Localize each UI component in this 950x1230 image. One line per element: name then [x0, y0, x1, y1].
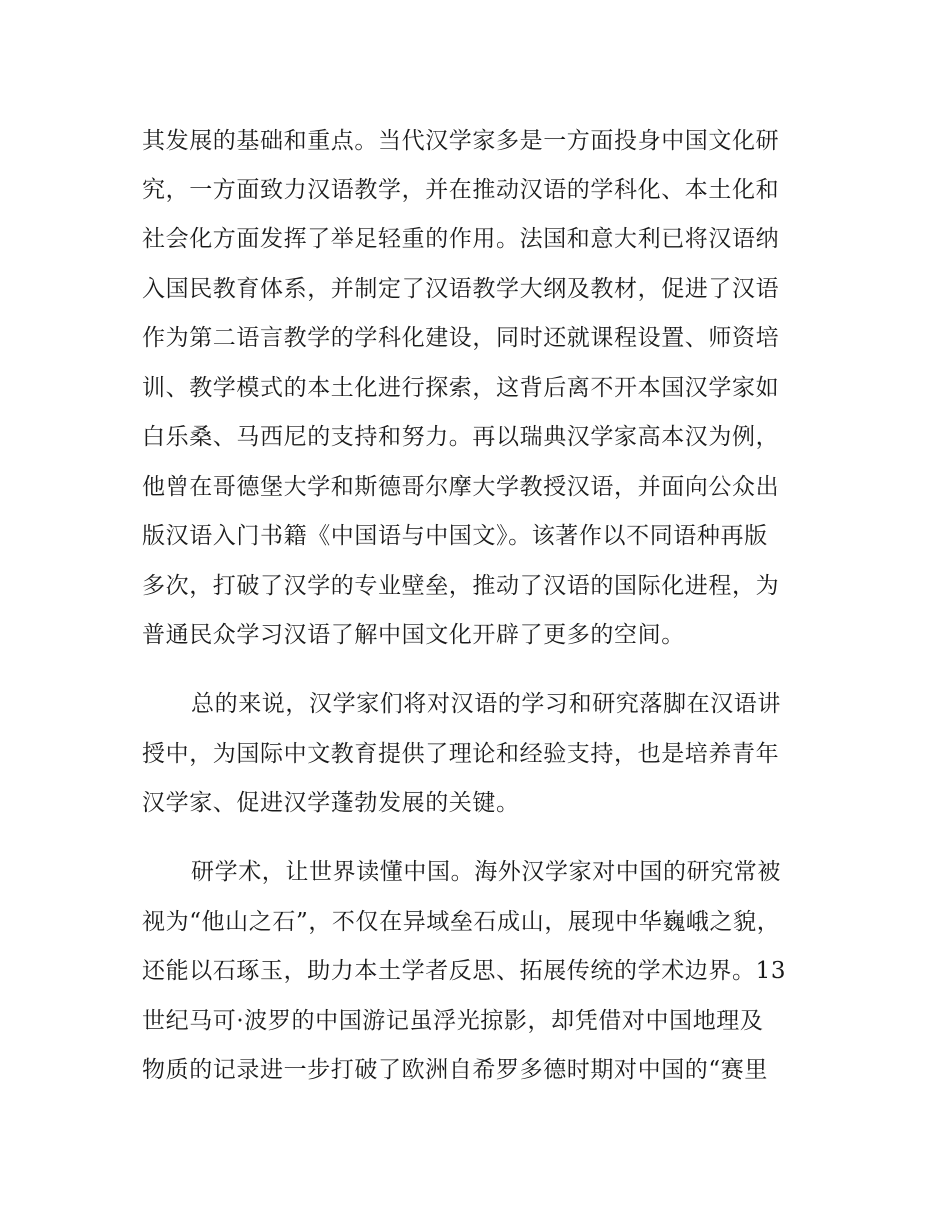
text-line: 社会化方面发挥了举足轻重的作用。法国和意大利已将汉语纳	[142, 226, 780, 252]
text-line: 汉学家、促进汉学蓬勃发展的关键。	[142, 790, 520, 816]
text-line: 版汉语入门书籍《中国语与中国文》。该著作以不同语种再版	[142, 523, 768, 549]
text-line: 多次，打破了汉学的专业壁垒，推动了汉语的国际化进程，为	[142, 573, 780, 599]
text-line: 作为第二语言教学的学科化建设，同时还就课程设置、师资培	[142, 325, 780, 351]
text-line: 研学术，让世界读懂中国。海外汉学家对中国的研究常被	[191, 859, 781, 885]
text-line: 训、教学模式的本土化进行探索，这背后离不开本国汉学家如	[142, 375, 780, 401]
text-line: 世纪马可·波罗的中国游记虽浮光掠影，却凭借对中国地理及	[142, 1008, 764, 1034]
text-line: 视为“他山之石”，不仅在异域垒石成山，展现中华巍峨之貌，	[142, 909, 781, 935]
text-line: 白乐桑、马西尼的支持和努力。再以瑞典汉学家高本汉为例，	[142, 424, 780, 450]
text-line: 物质的记录进一步打破了欧洲自希罗多德时期对中国的“赛里	[142, 1057, 768, 1083]
text-line: 其发展的基础和重点。当代汉学家多是一方面投身中国文化研	[142, 128, 780, 154]
text-line: 总的来说，汉学家们将对汉语的学习和研究落脚在汉语讲	[191, 691, 781, 717]
text-line: 授中，为国际中文教育提供了理论和经验支持，也是培养青年	[142, 741, 780, 767]
text-line: 他曾在哥德堡大学和斯德哥尔摩大学教授汉语，并面向公众出	[142, 474, 780, 500]
text-line: 普通民众学习汉语了解中国文化开辟了更多的空间。	[142, 622, 685, 648]
text-line: 入国民教育体系，并制定了汉语教学大纲及教材，促进了汉语	[142, 276, 780, 302]
text-line: 还能以石琢玉，助力本土学者反思、拓展传统的学术边界。13	[142, 958, 787, 984]
text-line: 究，一方面致力汉语教学，并在推动汉语的学科化、本土化和	[142, 177, 780, 203]
